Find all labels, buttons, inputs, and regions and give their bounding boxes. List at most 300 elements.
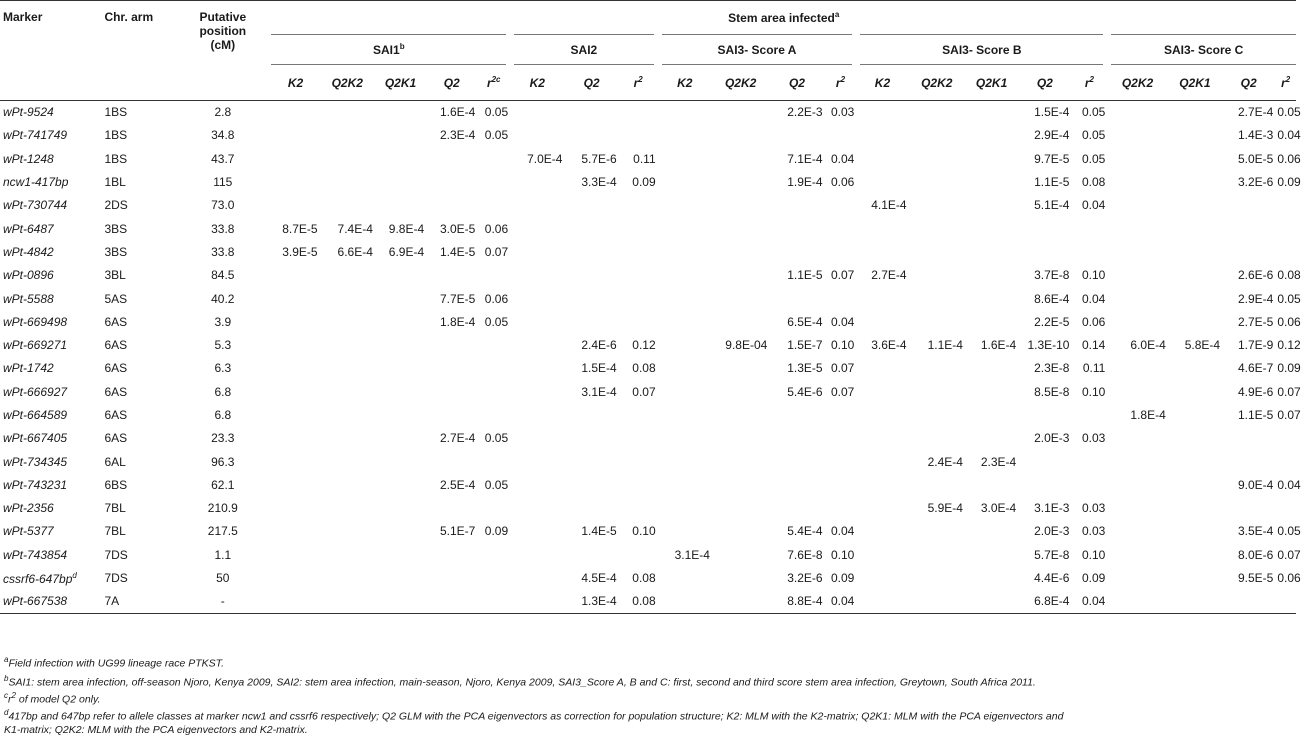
value-cell [1107,287,1167,310]
table-row [0,124,1296,147]
table-row [0,357,1296,380]
value-cell [658,147,712,170]
value-cell [510,101,564,124]
value-cell: 5.4E-6 [787,384,823,399]
value-cell [769,194,824,217]
value-cell [320,287,375,310]
value-cell [271,543,319,566]
value-cell [1107,240,1167,263]
value-cell: 6.8E-4 [1018,590,1071,613]
group-sai3-a: SAI3- Score A [658,35,857,65]
value-cell: 4.5E-4 [581,571,617,586]
value-cell [658,403,712,426]
position-cell: 84.5 [211,268,235,283]
value-cell [965,101,1018,124]
value-cell [619,124,658,147]
value-cell [477,497,510,520]
value-cell [825,240,857,263]
value-cell [1168,380,1222,403]
value-cell: 2.4E-4 [927,454,963,469]
value-cell [320,427,375,450]
value-cell [619,497,658,520]
value-cell [1168,403,1222,426]
value-cell [477,543,510,566]
value-cell [712,520,769,543]
value-cell [769,217,824,240]
value-cell: 0.04 [831,314,855,329]
table-row [0,170,1296,193]
table-row [0,450,1296,473]
value-cell [271,403,319,426]
value-cell: 0.08 [632,361,656,376]
value-cell [1107,380,1167,403]
value-cell: 2.7E-4 [871,268,907,283]
col-sai3b-r2: $r^2$ [1071,65,1107,101]
value-cell [856,450,908,473]
value-cell [564,403,618,426]
value-cell [426,450,477,473]
value-cell [1168,520,1222,543]
value-cell [1168,194,1222,217]
value-cell [1168,217,1222,240]
group-sai1: SAI1$^b$ [271,35,510,65]
col-sai3a-q2: Q2 [769,65,824,101]
value-cell [856,497,908,520]
value-cell [658,240,712,263]
value-cell: 5.0E-5 [1237,151,1274,166]
value-cell: 1.5E-7 [787,338,823,353]
value-cell [658,310,712,333]
value-cell [1107,520,1167,543]
value-cell [965,566,1018,589]
value-cell [965,403,1018,426]
table-row [0,590,1296,613]
marker-cell: wPt-664589 [3,408,68,422]
value-cell [658,101,712,124]
value-cell [271,566,319,589]
value-cell: 0.06 [1277,571,1301,586]
value-cell [1222,240,1275,263]
value-cell [712,147,769,170]
value-cell [658,450,712,473]
value-cell [271,590,319,613]
chr-arm-cell: 2DS [104,198,128,213]
value-cell [510,520,564,543]
chr-arm-cell: 7A [102,590,174,613]
value-cell: 6.0E-4 [1130,338,1166,353]
value-cell: 3.6E-4 [871,338,907,353]
value-cell [1168,240,1222,263]
value-cell: 0.08 [1277,268,1301,283]
value-cell: 9.8E-04 [725,338,768,353]
value-cell: 8.8E-4 [769,590,824,613]
value-cell [375,310,426,333]
value-cell [1222,427,1275,450]
value-cell [510,566,564,589]
value-cell [510,240,564,263]
value-cell: 2.3E-8 [1034,361,1070,376]
value-cell [909,101,965,124]
value-cell [564,240,618,263]
value-cell [510,590,564,613]
marker-cell: ncw1-417bp [3,175,69,190]
value-cell [712,380,769,403]
table-row [0,217,1296,240]
value-cell [1107,101,1167,124]
value-cell [271,497,319,520]
value-cell [658,194,712,217]
value-cell: 3.1E-4 [674,547,710,562]
value-cell [769,287,824,310]
value-cell [477,147,510,170]
value-cell [320,473,375,496]
value-cell [965,380,1018,403]
value-cell [1222,450,1275,473]
value-cell [856,124,908,147]
value-cell [1107,473,1167,496]
value-cell [271,124,319,147]
value-cell [510,310,564,333]
value-cell [1168,590,1222,613]
chr-arm-cell: 7DS [104,547,128,562]
value-cell: 0.05 [484,314,509,329]
value-cell [658,357,712,380]
value-cell: 3.0E-5 [439,221,476,236]
value-cell [564,497,618,520]
value-cell: 1.6E-4 [439,105,476,120]
value-cell [271,473,319,496]
chr-arm-cell: 3BS [104,244,128,259]
table-row [0,380,1296,403]
value-cell [619,264,658,287]
value-cell: 0.05 [484,128,509,143]
value-cell [320,403,375,426]
value-cell: 0.07 [484,244,509,259]
col-sai2-k2: K2 [510,65,564,101]
marker-cell: wPt-5588 [3,291,54,306]
value-cell [1168,147,1222,170]
value-cell: 0.06 [1081,314,1106,329]
value-cell [856,287,908,310]
chr-arm-cell: 5AS [104,291,128,306]
value-cell: 1.9E-4 [787,175,823,190]
value-cell: 9.7E-5 [1034,151,1070,166]
value-cell: 3.2E-6 [787,571,823,586]
value-cell [965,590,1018,613]
chr-arm-cell: 1BS [104,105,128,120]
value-cell: 1.1E-5 [1237,408,1274,422]
value-cell: 2.6E-6 [1237,268,1274,283]
marker-cell: wPt-730744 [3,198,68,213]
value-cell [1168,473,1222,496]
value-cell: 0.05 [1081,105,1106,120]
value-cell: 3.9E-5 [282,244,318,259]
value-cell: 6.6E-4 [337,244,373,259]
value-cell: 0.05 [1277,291,1301,306]
value-cell [712,543,769,566]
value-cell [965,124,1018,147]
value-cell [909,590,965,613]
value-cell: 0.06 [1277,151,1301,166]
value-cell: 0.06 [831,175,855,190]
value-cell: 9.5E-5 [1237,571,1274,586]
position-cell: - [174,590,271,613]
value-cell: 0.10 [1081,384,1106,399]
value-cell [320,310,375,333]
value-cell: 3.1E-3 [1034,501,1070,516]
value-cell [320,264,375,287]
value-cell [712,217,769,240]
value-cell: 3.5E-4 [1237,524,1274,539]
group-sai2: SAI2 [510,35,658,65]
marker-cell: wPt-743854 [3,547,68,562]
value-cell: 3.2E-6 [1237,175,1274,190]
footnote-a: $^a$Field infection with UG99 lineage race PTKST. [4,655,225,670]
value-cell [856,310,908,333]
value-cell: 3.0E-4 [980,501,1017,516]
value-cell [426,380,477,403]
value-cell: 5.8E-4 [1184,338,1221,353]
value-cell: 0.08 [1081,175,1106,190]
value-cell [965,194,1018,217]
value-cell [856,380,908,403]
value-cell: 2.2E-3 [787,105,823,120]
value-cell: 2.3E-4 [980,454,1017,469]
col-sai1-q2k2: Q2K2 [320,65,375,101]
chr-arm-cell: 7DS [104,571,128,586]
value-cell: 0.07 [1277,547,1301,562]
value-cell [769,497,824,520]
value-cell [658,217,712,240]
value-cell [712,240,769,263]
chr-arm-cell: 1BS [104,151,128,166]
value-cell [477,357,510,380]
value-cell [619,240,658,263]
value-cell [564,287,618,310]
value-cell: 0.12 [632,338,656,353]
value-cell: 2.9E-4 [1034,128,1070,143]
marker-cell: wPt-669498 [3,314,68,329]
value-cell [658,170,712,193]
table-row [0,333,1296,356]
value-cell [1275,194,1296,217]
value-cell: 0.06 [484,221,509,236]
value-cell: 2.2E-5 [1034,314,1070,329]
value-cell [909,473,965,496]
value-cell [909,403,965,426]
marker-cell: wPt-734345 [3,454,68,469]
value-cell [271,101,319,124]
value-cell [426,264,477,287]
value-cell [1168,101,1222,124]
value-cell: 2.7E-4 [1237,105,1274,120]
value-cell: 3.7E-8 [1034,268,1070,283]
value-cell: 0.11 [633,151,656,166]
value-cell [619,450,658,473]
value-cell: 0.06 [484,291,509,306]
col-sai1-q2k1: Q2K1 [375,65,426,101]
value-cell [510,450,564,473]
value-cell [965,357,1018,380]
value-cell [712,427,769,450]
value-cell [712,287,769,310]
value-cell: 0.05 [1081,128,1106,143]
value-cell: 0.09 [632,175,656,190]
value-cell [619,287,658,310]
value-cell [426,543,477,566]
value-cell [271,264,319,287]
value-cell: 2.9E-4 [1237,291,1274,306]
value-cell [1107,217,1167,240]
value-cell [712,497,769,520]
value-cell [320,566,375,589]
chr-arm-cell: 3BL [104,268,126,283]
value-cell [712,194,769,217]
value-cell [965,240,1018,263]
col-sai1-q2: Q2 [426,65,477,101]
value-cell [825,497,857,520]
value-cell [1275,590,1296,613]
value-cell: 1.3E-5 [787,361,823,376]
value-cell [510,357,564,380]
position-cell: 2.8 [214,105,232,120]
value-cell: 0.14 [1081,338,1106,353]
value-cell [1107,543,1167,566]
value-cell [856,566,908,589]
value-cell: 0.07 [632,384,656,399]
col-sai2-q2: Q2 [564,65,618,101]
marker-cell: wPt-743231 [3,477,68,492]
value-cell [965,427,1018,450]
marker-cell: wPt-1742 [3,361,54,376]
value-cell [909,147,965,170]
value-cell: 0.09 [1277,361,1301,376]
position-cell: 33.8 [211,244,235,259]
value-cell: 2.0E-3 [1034,524,1070,539]
value-cell [658,380,712,403]
value-cell [856,357,908,380]
value-cell: 0.07 [1277,408,1301,422]
chr-arm-header: Chr. arm [102,1,174,101]
table-row [0,520,1296,543]
position-cell: 1.1 [214,547,232,562]
value-cell [619,403,658,426]
col-sai3b-q2: Q2 [1018,65,1071,101]
value-cell: 1.8E-4 [439,314,476,329]
value-cell [320,520,375,543]
position-cell: 62.1 [211,477,235,492]
table-body [0,101,1301,614]
value-cell: 5.1E-7 [439,524,476,539]
value-cell [564,217,618,240]
position-cell: 43.7 [211,151,235,166]
value-cell: 6.5E-4 [787,314,823,329]
value-cell: 0.03 [1081,431,1106,446]
value-cell [856,240,908,263]
col-sai1-r2: $r^{2c}$ [477,65,510,101]
value-cell [965,217,1018,240]
value-cell [375,566,426,589]
marker-cell: wPt-5377 [3,524,54,539]
footnote-c: $^cr^2$ of model Q2 only. [4,691,101,706]
value-cell [320,497,375,520]
value-cell: 0.03 [831,105,855,120]
chr-arm-cell: 3BS [104,221,128,236]
chr-arm-cell: 1BL [104,175,126,190]
chr-arm-cell: 7BL [104,501,126,516]
position-cell: 6.8 [214,408,232,422]
value-cell [1168,566,1222,589]
value-cell: 5.1E-4 [1034,198,1070,213]
value-cell [965,147,1018,170]
value-cell: 1.4E-5 [581,524,617,539]
value-cell [965,520,1018,543]
value-cell [564,124,618,147]
value-cell: 0.07 [1277,384,1301,399]
value-cell [320,357,375,380]
value-cell [320,590,375,613]
table-row [0,497,1296,520]
value-cell [1071,403,1107,426]
col-sai3b-k2: K2 [856,65,908,101]
value-cell [712,590,769,613]
value-cell: 0.05 [484,105,509,120]
value-cell [825,473,857,496]
value-cell: 1.8E-4 [1130,408,1166,422]
value-cell [909,427,965,450]
value-cell: 0.10 [1081,547,1106,562]
value-cell: 0.04 [1081,198,1106,213]
table-row [0,240,1296,263]
value-cell [1275,497,1296,520]
value-cell: 9.0E-4 [1237,477,1274,492]
value-cell [375,403,426,426]
value-cell: 0.03 [1081,501,1106,516]
value-cell: 0.10 [831,338,855,353]
value-cell: 0.07 [831,361,855,376]
value-cell: 7.1E-4 [787,151,823,166]
chr-arm-cell: 6AL [104,454,126,469]
value-cell: 0.10 [831,547,855,562]
value-cell [619,427,658,450]
table-row [0,403,1296,426]
value-cell [1168,450,1222,473]
value-cell [965,310,1018,333]
value-cell [909,240,965,263]
value-cell [619,543,658,566]
col-sai3c-r2: $r^2$ [1275,65,1296,101]
value-cell [1275,217,1296,240]
position-cell: 6.3 [214,361,232,376]
value-cell: 1.1E-5 [787,268,823,283]
value-cell [477,566,510,589]
value-cell: 0.04 [1277,128,1301,143]
chr-arm-cell: 6AS [104,338,128,353]
value-cell [1107,450,1167,473]
chr-arm-cell: 6AS [104,384,128,399]
value-cell [909,217,965,240]
value-cell: 0.10 [1081,268,1106,283]
value-cell [712,403,769,426]
value-cell: 5.4E-4 [787,524,823,539]
value-cell [1275,427,1296,450]
value-cell [769,124,824,147]
value-cell [619,194,658,217]
value-cell: 0.09 [831,571,855,586]
value-cell [375,170,426,193]
value-cell [856,427,908,450]
value-cell [619,310,658,333]
